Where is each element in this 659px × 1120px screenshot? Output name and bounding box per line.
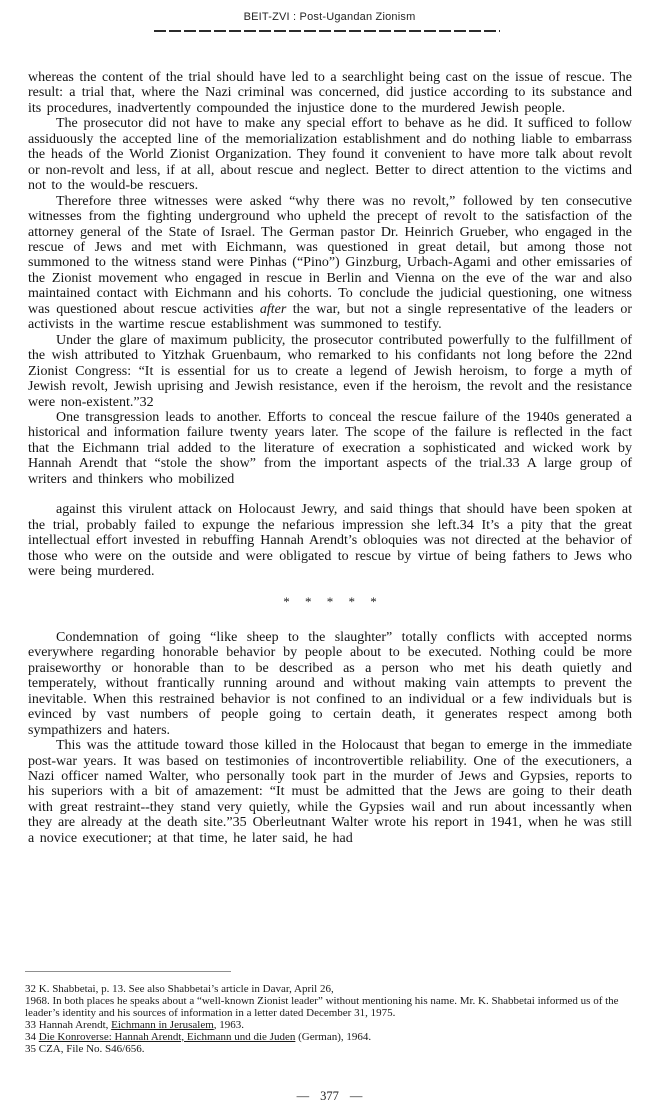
footnote-separator-rule <box>25 971 231 972</box>
footnote-32 <box>25 984 637 1020</box>
paragraph <box>28 194 632 333</box>
page-number-dash-right: — <box>349 1089 363 1103</box>
page-number: 377 <box>320 1089 339 1103</box>
paragraph: The prosecutor did not have to make any special effort to behave as he did. It sufficed to follow assiduously the accepted line of the memorialization establishment and do nothing liable to embarrass the heads of the World Zionist Organization. They found it convenient to have more talk about revolt or non-revolt and less, if at all, about rescue and neglect. Better to direct attention to the victims and not to the would-be rescuers. <box>28 116 632 194</box>
paragraph-text: the war, but not a single representative of the leaders or activists in the wartime rescue establishment was summoned to testify. <box>28 301 632 333</box>
italic-word: after <box>259 301 287 317</box>
paragraph: Condemnation of going “like sheep to the slaughter” totally conflicts with accepted norms everywhere regarding honorable behavior by people about to be executed. Nothing could be more praiseworthy or honorable than to be described as a person who met his death quietly and temperately, without frantically running around and without making vain attempts to prevent the inevitable. When this restrained behavior is not confined to an individual or a few individuals but is evinced by vast numbers of people going to certain death, it generates respect among both sympathizers and haters. <box>28 629 632 738</box>
paragraph: One transgression leads to another. Efforts to conceal the rescue failure of the 1940s generated a historical and information failure twenty years later. The scope of the failure is reflected in the fact that the Eichmann trial added to the literature of execration a sophisticated and wicked work by Hannah Arendt that “stole the show” from the important aspects of the trial.33 A large group of writers and thinkers who mobilized <box>28 409 632 487</box>
footnote-text: 1968. In both places he speaks about a “well-known Zionist leader” without mentioning his name. Mr. K. Shabbetai informed us of the leader’s identity and his sources of information in a letter dated December 31, 1975. <box>25 994 619 1019</box>
paragraph: Under the glare of maximum publicity, the prosecutor contributed powerfully to the fulfillment of the wish attributed to Yitzhak Gruenbaum, who remarked to his confidants not long before the 22nd Zionist Congress: “It is essential for us to create a legend of Jewish heroism, to forge a myth of Jewish revolt, Jewish uprising and Jewish resistance, even if the heroism, the revolt and the resistance were non-existent.”32 <box>28 332 632 410</box>
footnote-text: (German), 1964. <box>295 1030 372 1043</box>
asterisk-section-divider: * * * * * <box>283 593 377 609</box>
footnote-text: , 1963. <box>213 1018 245 1031</box>
paragraph-text: Therefore three witnesses were asked “why there was no revolt,” followed by ten consecutive witnesses from the fighting underground who upheld the precept of revolt to the satisfaction of the attorney general of the State of Israel. The German pastor Dr. Heinrich Grueber, who engaged in the rescue of Jews and met with Eichmann, was questioned in great detail, but among those not summoned to the witness stand were Pinhas (“Pino”) Ginzburg, Urbach-Agami and other emissaries of the Zionist movement who engaged in rescue in Berlin and Vienna on the eve of the war and also maintained contact with Eichmann and his cohorts. To conclude the judicial questioning, one witness was questioned about rescue activities <box>28 193 632 317</box>
footnote-34 <box>25 1032 637 1044</box>
header-rule <box>154 30 500 32</box>
footnote-book-title: Eichmann in Jerusalem <box>111 1018 214 1031</box>
footnote-35: 35 CZA, File No. S46/656. <box>25 1042 145 1055</box>
page-number-dash-left: — <box>296 1089 310 1103</box>
paragraph: This was the attitude toward those killed in the Holocaust that began to emerge in the immediate post-war years. It was based on testimonies of incontrovertible reliability. One of the executioners, a Nazi officer named Walter, who personally took part in the murder of Jews and Gypsies, reports to his superiors with a bit of amazement: “It must be admitted that the Jews are going to their death with great restraint--they stand very quietly, while the Gypsies wail and run about incessantly when they are already at the death site.”35 Oberleutnant Walter wrote his report in 1941, when he was still a novice executioner; at that time, he later said, he had <box>28 738 632 846</box>
footnotes-section <box>25 971 637 1055</box>
paragraph-continuation: whereas the content of the trial should have led to a searchlight being cast on the issue of rescue. The result: a trial that, where the Nazi criminal was concerned, did justice according to its substance and its procedures, inadvertently compounded the injustice done to the murdered Jewish people. <box>28 70 632 116</box>
footnote-text: 34 <box>25 1030 39 1043</box>
footnote-text: 33 Hannah Arendt, <box>25 1018 112 1031</box>
page-body <box>28 70 632 846</box>
footnote-book-title: Die Konroverse: Hannah Arendt, Eichmann und die Juden <box>38 1030 296 1043</box>
footnote-text: 32 K. Shabbetai, p. 13. See also Shabbetai’s article in Davar, April 26, <box>25 983 334 995</box>
paragraph: against this virulent attack on Holocaust Jewry, and said things that should have been spoken at the trial, probably failed to expunge the nefarious impression she left.34 It’s a pity that the great intellectual effort invested in rebuffing Hannah Arendt’s obloquies was not directed at the behavior of those who were on the outside and were obligated to rescue by virtue of being fathers to Jews who were being murdered. <box>28 502 632 580</box>
page-number-footer <box>0 1089 659 1104</box>
running-header-title: BEIT-ZVI : Post-Ugandan Zionism <box>243 11 416 23</box>
